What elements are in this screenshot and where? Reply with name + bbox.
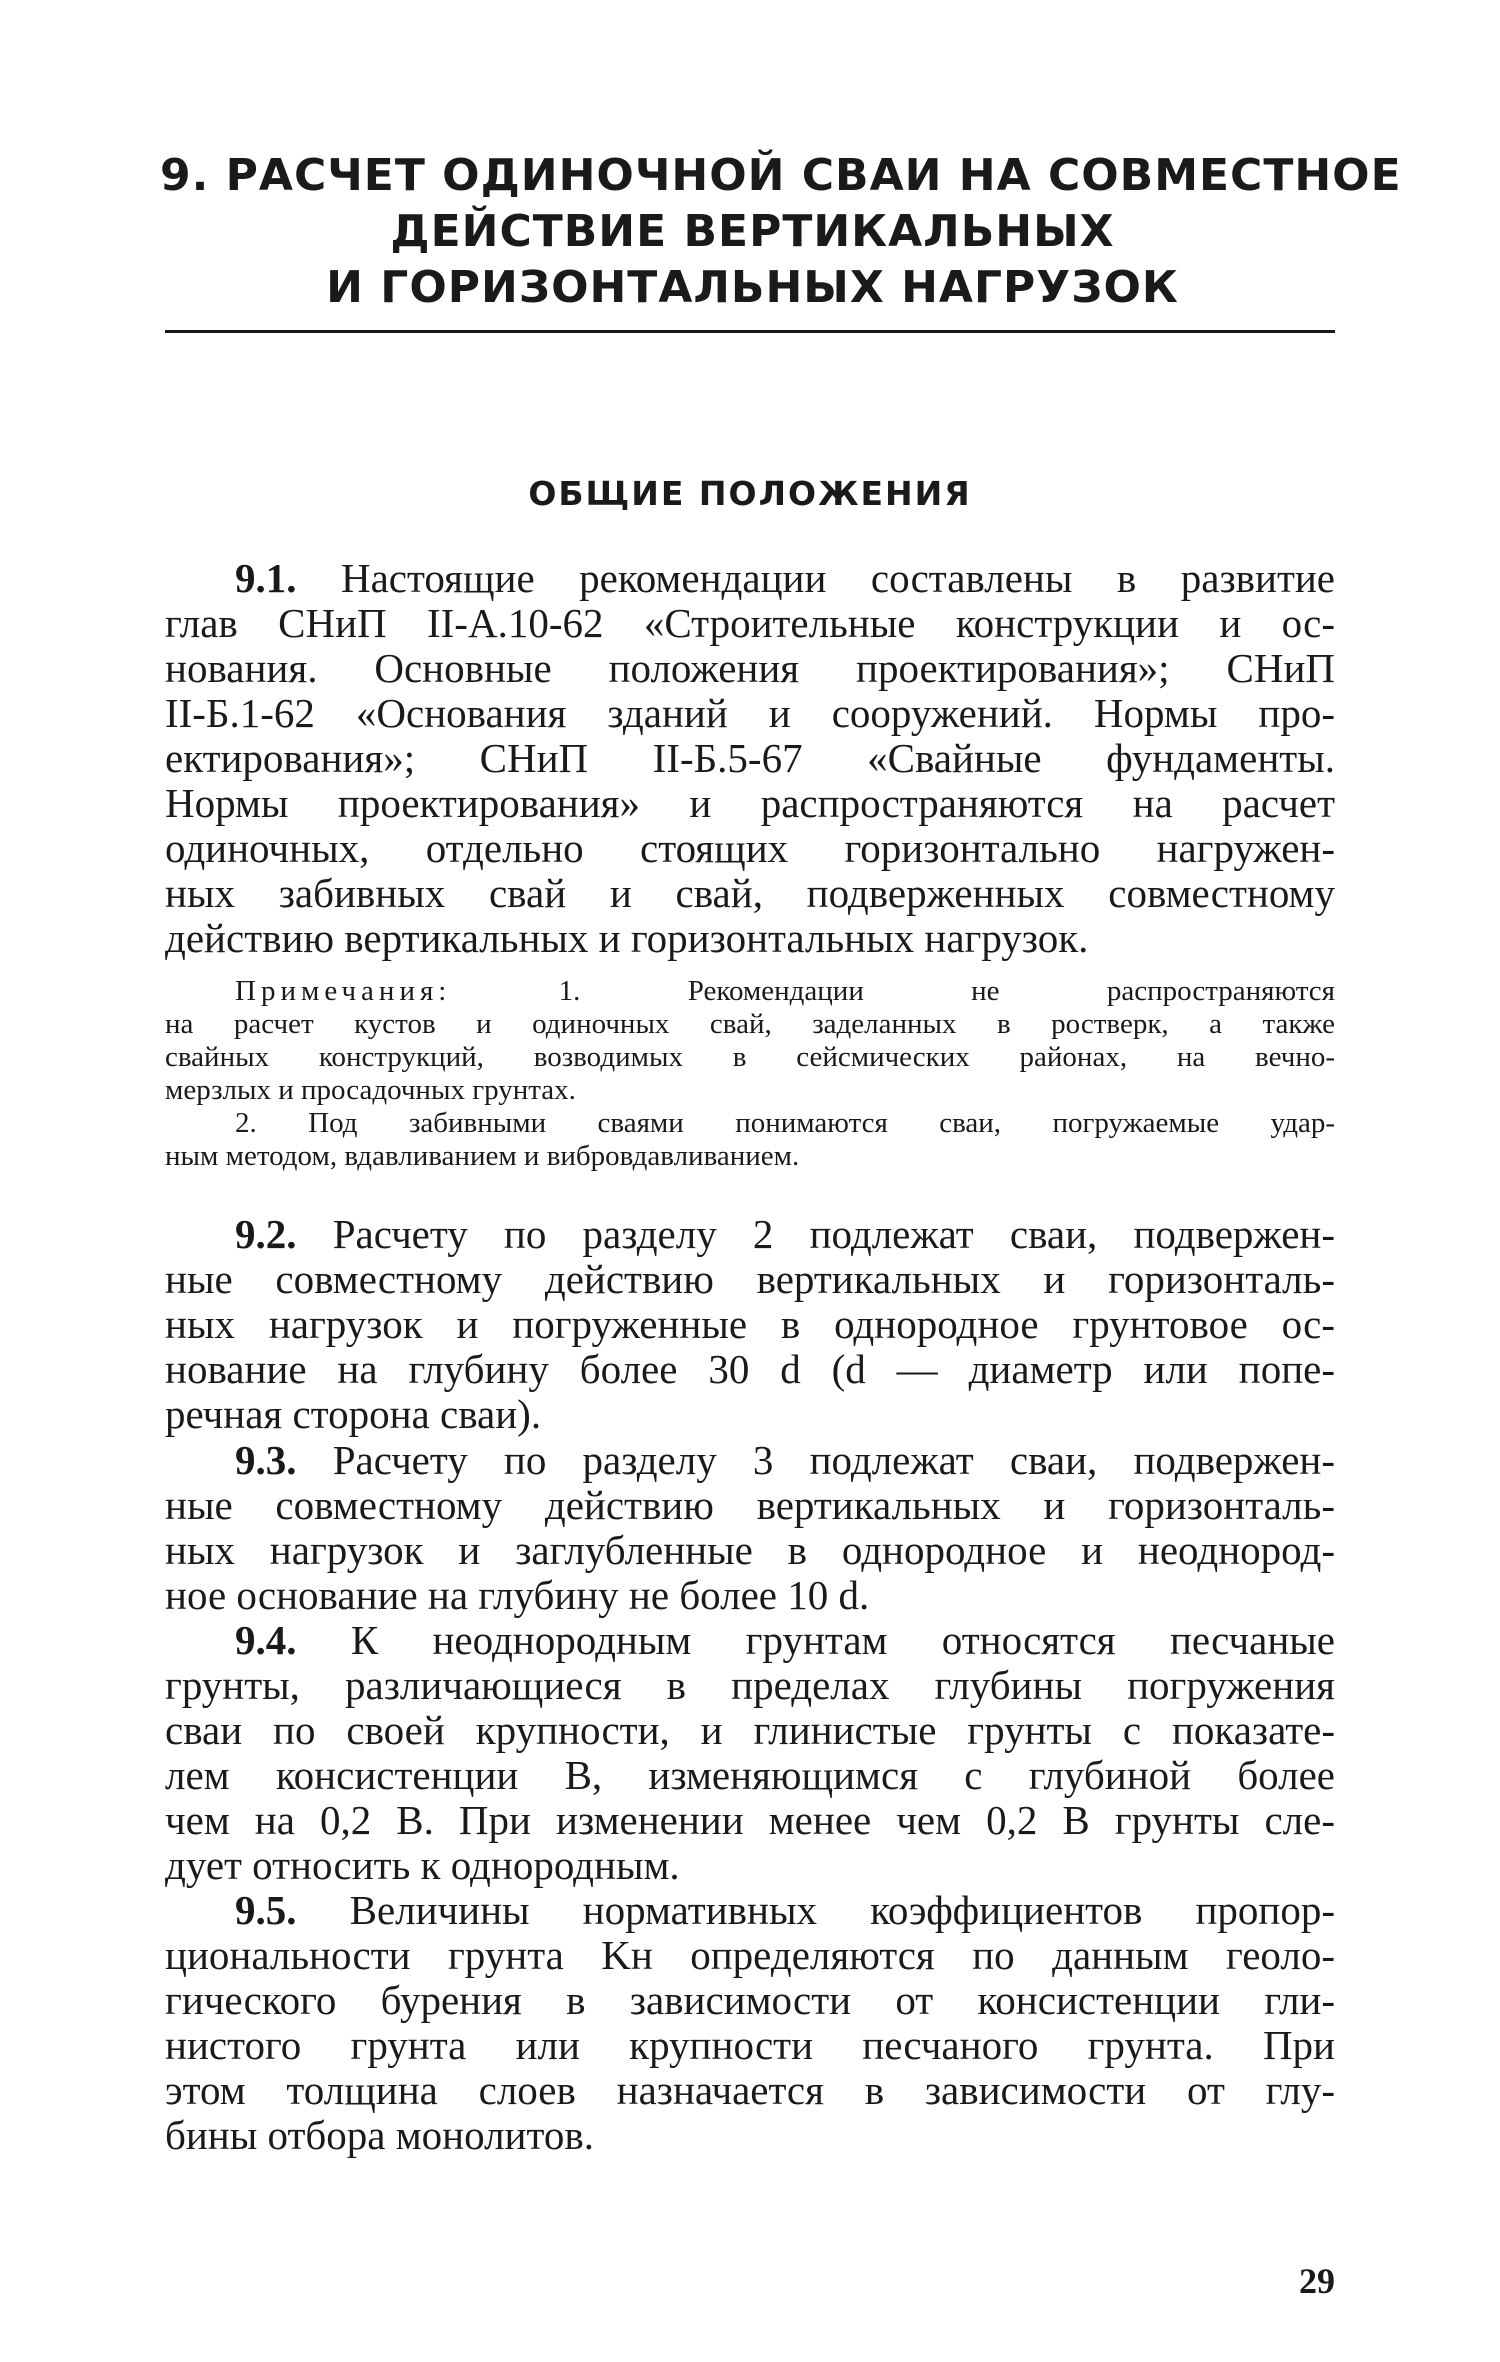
text-line: этом толщина слоев назначается в зависимости от глу- <box>165 2067 1335 2113</box>
text-line: нования. Основные положения проектирования»; СНиП <box>165 645 1335 691</box>
text-line: лем консистенции B, изменяющимся с глубиной более <box>165 1752 1335 1798</box>
paragraph-number: 9.4. <box>235 1617 297 1663</box>
text-line: ные совместному действию вертикальных и горизонталь- <box>165 1482 1335 1528</box>
note-line: Примечания: 1. Рекомендации не распространяются <box>235 975 1335 1007</box>
text-line: 9.5. Величины нормативных коэффициентов пропор- <box>235 1887 1335 1933</box>
text-line: 9.2. Расчету по разделу 2 подлежат сваи, подвержен- <box>235 1211 1335 1257</box>
text-line: ные совместному действию вертикальных и горизонталь- <box>165 1256 1335 1302</box>
text-line: бины отбора монолитов. <box>165 2112 594 2158</box>
text-line: циональности грунта Kн определяются по данным геоло- <box>165 1932 1335 1978</box>
paragraph-number: 9.2. <box>235 1211 297 1257</box>
paragraph-9-1 <box>165 556 1335 961</box>
text-line: дует относить к однородным. <box>165 1842 680 1888</box>
paragraph-number: 9.1. <box>235 555 297 601</box>
note-line: мерзлых и просадочных грунтах. <box>165 1074 576 1106</box>
text-line: глав СНиП II-А.10-62 «Строительные конструкции и ос- <box>165 600 1335 646</box>
text-line: чем на 0,2 B. При изменении менее чем 0,2 B грунты сле- <box>165 1797 1335 1843</box>
chapter-title-line-2: ДЕЙСТВИЕ ВЕРТИКАЛЬНЫХ <box>390 206 1115 257</box>
text-line: 9.3. Расчету по разделу 3 подлежат сваи, подвержен- <box>235 1437 1335 1483</box>
paragraph-9-5 <box>165 1888 1335 2158</box>
paragraph-number: 9.5. <box>235 1887 297 1933</box>
text-line: ных нагрузок и погруженные в однородное грунтовое ос- <box>165 1301 1335 1347</box>
paragraph-9-3 <box>165 1438 1335 1618</box>
paragraph-9-4 <box>165 1618 1335 1888</box>
text-line: гического бурения в зависимости от консистенции гли- <box>165 1977 1335 2023</box>
text-line: 9.4. К неоднородным грунтам относятся песчаные <box>235 1617 1335 1663</box>
paragraph-number: 9.3. <box>235 1437 297 1483</box>
text-line: нистого грунта или крупности песчаного грунта. При <box>165 2022 1335 2068</box>
text-line: Нормы проектирования» и распространяются на расчет <box>165 780 1335 826</box>
text-line: 9.1. Настоящие рекомендации составлены в развитие <box>235 555 1335 601</box>
text-line: грунты, различающиеся в пределах глубины погружения <box>165 1662 1335 1708</box>
text-line: ных забивных свай и свай, подверженных совместному <box>165 870 1335 916</box>
text-line: речная сторона сваи). <box>165 1391 542 1437</box>
text-line: ных нагрузок и заглубленные в однородное и неоднород- <box>165 1527 1335 1573</box>
text-line: II-Б.1-62 «Основания зданий и сооружений. Нормы про- <box>165 690 1335 736</box>
text-line: одиночных, отдельно стоящих горизонтально нагружен- <box>165 825 1335 871</box>
paragraph-9-2 <box>165 1212 1335 1437</box>
text-line: сваи по своей крупности, и глинистые грунты с показате- <box>165 1707 1335 1753</box>
notes-block <box>165 975 1335 1173</box>
text-line: ное основание на глубину не более 10 d. <box>165 1572 870 1618</box>
page-number: 29 <box>1299 2261 1335 2301</box>
chapter-title-line-1: 9. РАСЧЕТ ОДИНОЧНОЙ СВАИ НА СОВМЕСТНОЕ <box>160 150 1402 201</box>
section-heading: ОБЩИЕ ПОЛОЖЕНИЯ <box>528 474 972 513</box>
note-line: 2. Под забивными сваями понимаются сваи, погружаемые удар- <box>235 1107 1335 1139</box>
notes-label: Примечания: <box>235 975 452 1007</box>
chapter-title <box>160 148 1402 316</box>
note-line: ным методом, вдавливанием и вибровдавливанием. <box>165 1140 800 1172</box>
text-line: нование на глубину более 30 d (d — диаметр или попе- <box>165 1346 1335 1392</box>
note-line: на расчет кустов и одиночных свай, заделанных в ростверк, а также <box>165 1008 1335 1040</box>
title-divider <box>165 330 1335 333</box>
text-line: ектирования»; СНиП II-Б.5-67 «Свайные фундаменты. <box>165 735 1335 781</box>
text-line: действию вертикальных и горизонтальных нагрузок. <box>165 915 1089 961</box>
chapter-title-line-3: И ГОРИЗОНТАЛЬНЫХ НАГРУЗОК <box>326 262 1179 313</box>
note-line: свайных конструкций, возводимых в сейсмических районах, на вечно- <box>165 1041 1335 1073</box>
